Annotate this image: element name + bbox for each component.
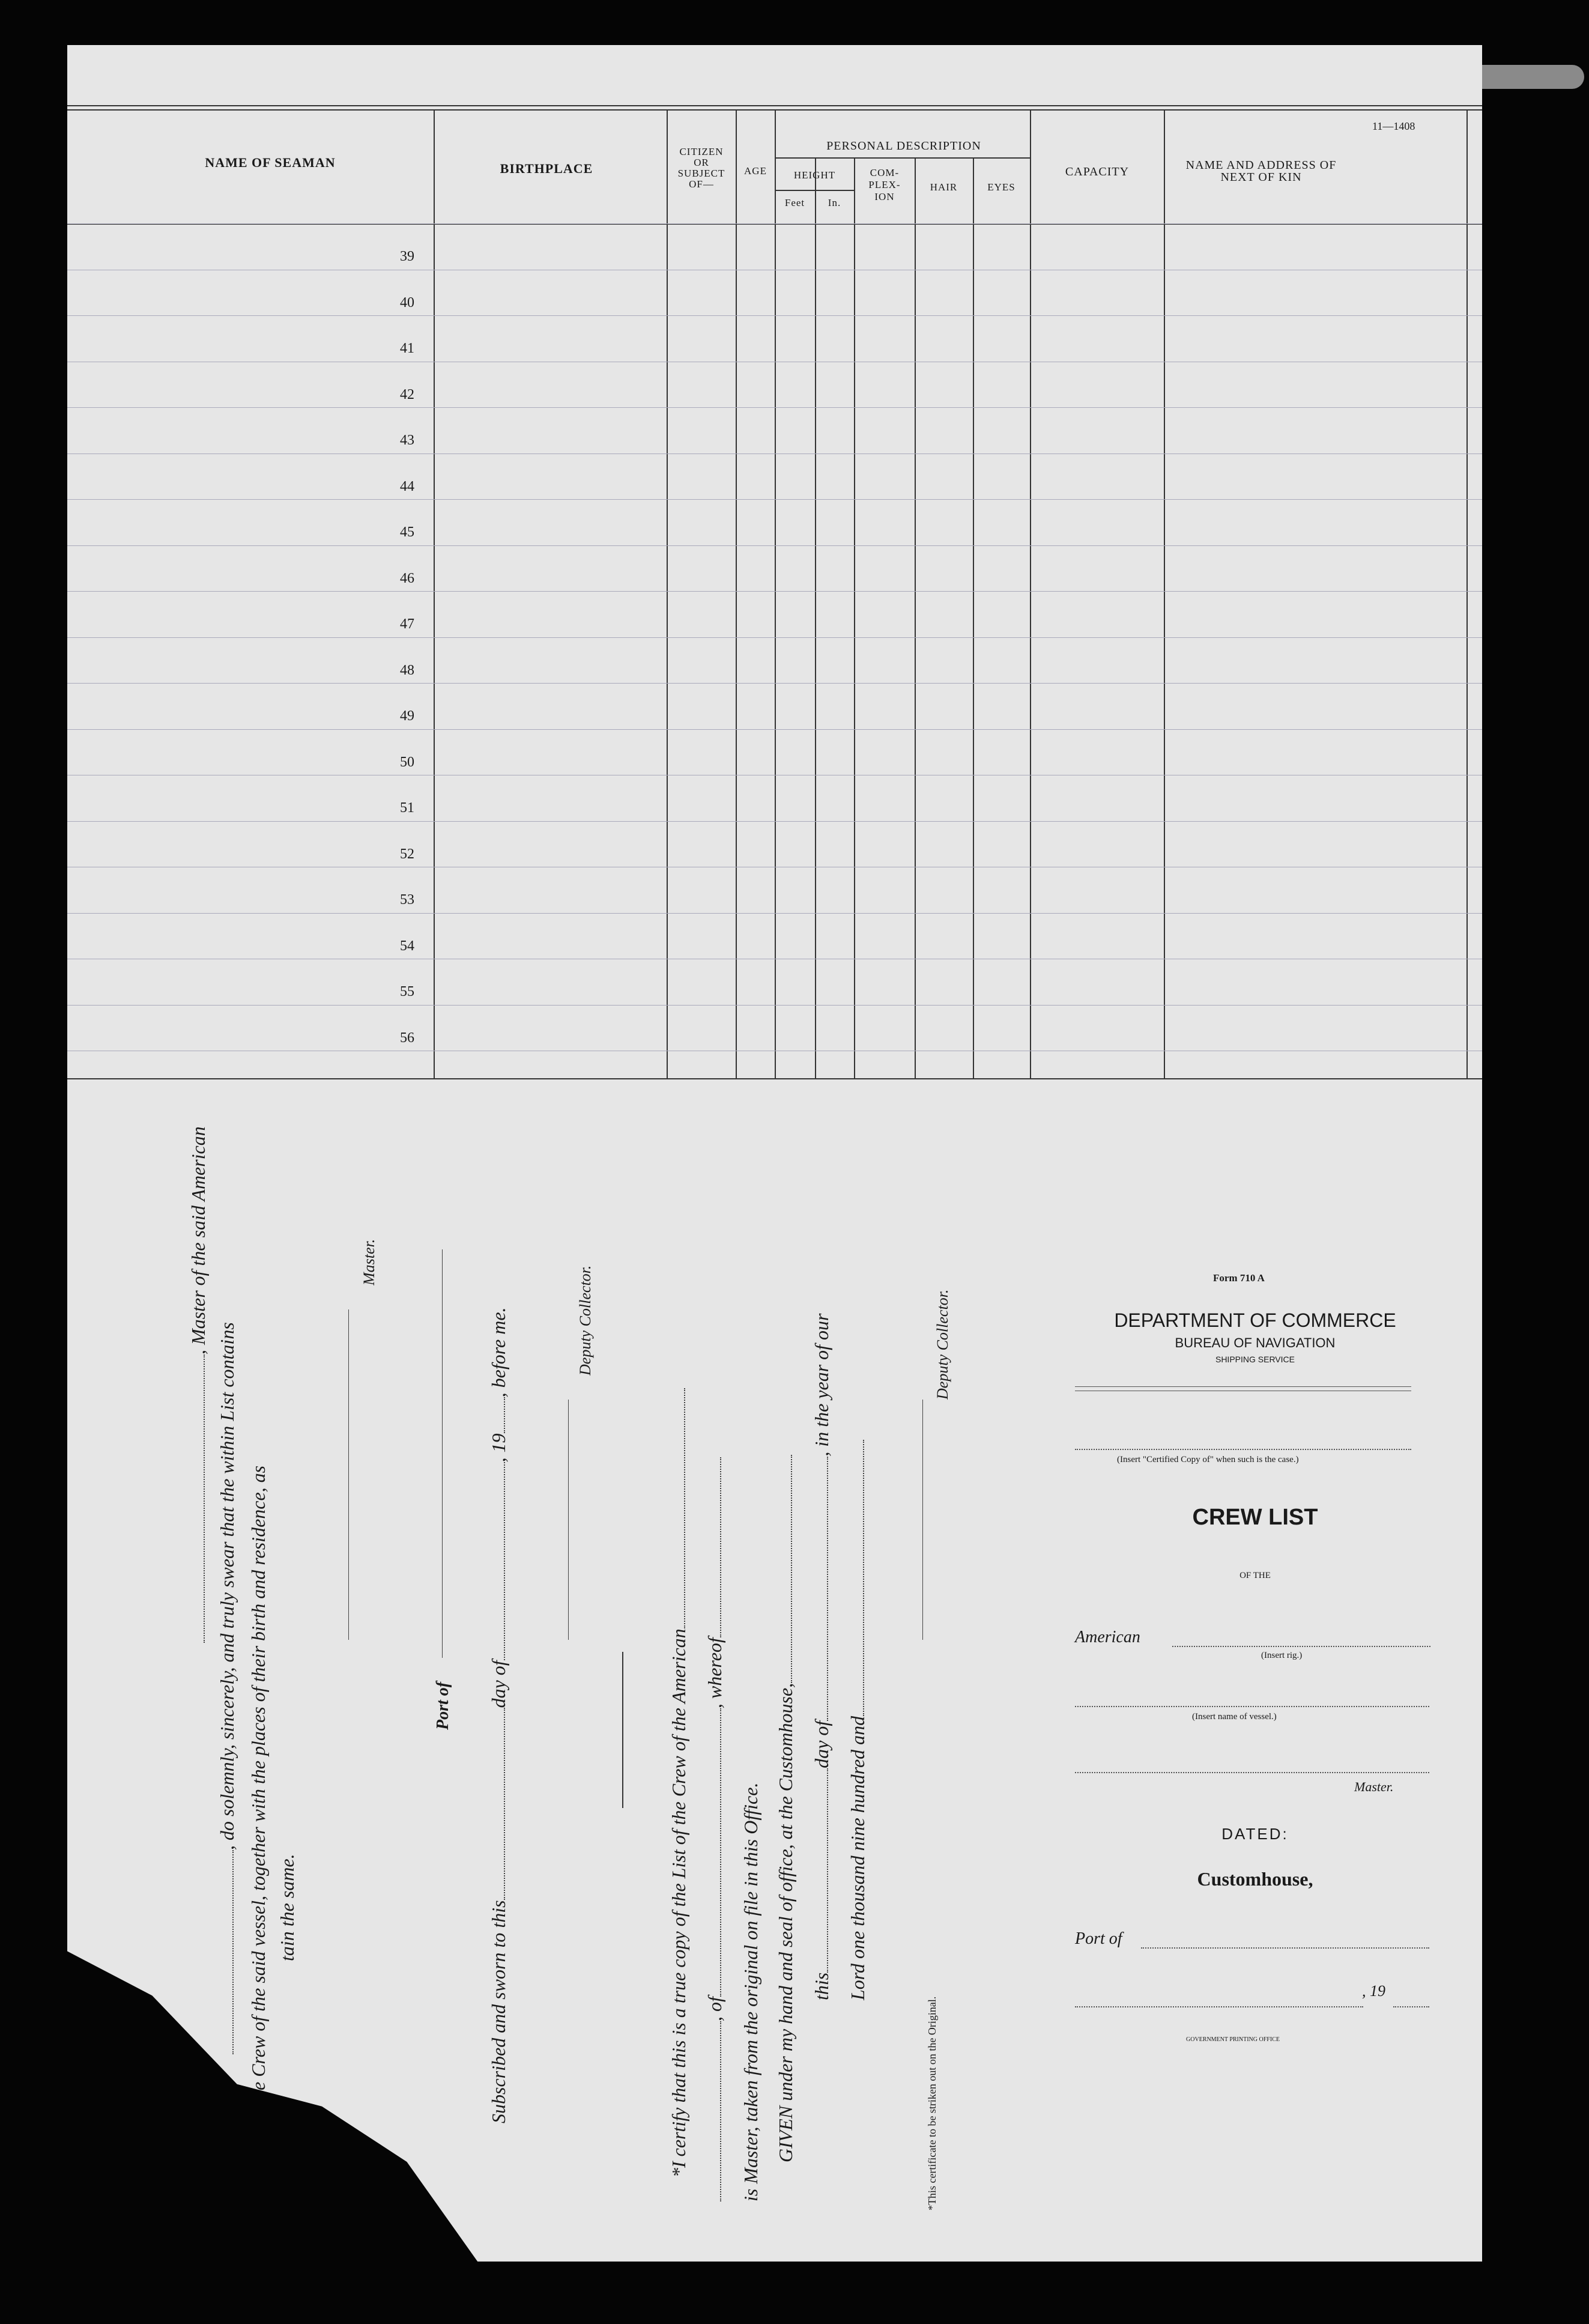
cover-insert-cert: (Insert "Certified Copy of" when such is the case.) [1117, 1455, 1299, 1464]
cover-master-line [1075, 1772, 1429, 1773]
sub-c: , 19 [488, 1433, 509, 1463]
row-number: 48 [400, 662, 414, 678]
row-rule [67, 683, 1482, 684]
cover-customhouse: Customhouse, [1197, 1868, 1313, 1890]
header-personal-description: PERSONAL DESCRIPTION [826, 139, 981, 153]
row-number: 56 [400, 1030, 414, 1046]
row-number: 53 [400, 892, 414, 908]
row-rule [67, 545, 1482, 546]
row-rule [67, 499, 1482, 500]
row-number: 39 [400, 249, 414, 264]
col-divider-in [854, 157, 855, 1078]
oath-port-line [442, 1249, 443, 1658]
row-rule [67, 729, 1482, 730]
row-rule [67, 315, 1482, 316]
cert-deputy-label: Deputy Collector. [934, 1289, 951, 1400]
cover-insert-vessel: (Insert name of vessel.) [1192, 1712, 1277, 1722]
header-birthplace: BIRTHPLACE [500, 161, 593, 176]
row-number: 50 [400, 754, 414, 770]
col-divider-age [775, 109, 776, 1078]
cover-dated: DATED: [1221, 1825, 1289, 1843]
cert-line-5 [811, 1313, 833, 2000]
oath-line-2 [216, 1322, 238, 2054]
row-rule [67, 223, 1482, 224]
row-number: 46 [400, 570, 414, 586]
cover-date-line [1075, 2006, 1363, 2007]
header-complexion: COM- PLEX- ION [868, 167, 901, 202]
col-divider-name [434, 109, 435, 1078]
cover-title: CREW LIST [1192, 1505, 1318, 1530]
oath-subscribed [488, 1307, 510, 2123]
header-next-of-kin: NAME AND ADDRESS OF NEXT OF KIN [1185, 159, 1337, 184]
cover-vessel-line [1075, 1706, 1429, 1707]
col-divider-complexion [915, 157, 916, 1078]
cert-4a: GIVEN under my hand and seal of office, at the Customhouse, [775, 1682, 796, 2162]
cover-service: SHIPPING SERVICE [1215, 1355, 1295, 1364]
row-number: 55 [400, 984, 414, 1000]
row-number: 54 [400, 938, 414, 954]
col-divider-feet [815, 157, 816, 1078]
cover-nineteen: , 19 [1362, 1982, 1385, 2000]
row-rule [67, 637, 1482, 638]
row-number: 45 [400, 524, 414, 540]
oath-line-1-text: , Master of the said American [187, 1126, 209, 1355]
oath-master-line [348, 1309, 349, 1640]
cert-line-1 [668, 1388, 690, 2177]
cert-2a: , of [704, 1997, 725, 2021]
header-hair: HAIR [930, 181, 958, 193]
cert-deputy-line [922, 1400, 923, 1640]
header-citizen: CITIZEN OR SUBJECT OF— [677, 146, 725, 190]
col-divider-citizen [736, 109, 737, 1078]
cert-footnote: *This certificate to be striken out on the Original. [926, 1996, 938, 2210]
header-name-of-seaman: NAME OF SEAMAN [205, 155, 336, 170]
row-number: 49 [400, 708, 414, 724]
cover-master: Master. [1354, 1779, 1394, 1794]
oath-line-4: tain the same. [276, 1854, 298, 1961]
oath-master-label: Master. [360, 1239, 378, 1285]
header-inches: In. [828, 197, 841, 208]
cert-5a: this [811, 1972, 832, 2000]
sub-b: day of [488, 1660, 509, 1708]
table-bottom-rule [67, 1078, 1482, 1079]
cover-department: DEPARTMENT OF COMMERCE [1114, 1309, 1396, 1331]
cert-5c: , in the year of our [811, 1313, 832, 1457]
cert-line-4 [775, 1455, 797, 2162]
col-divider-eyes [1030, 109, 1031, 1078]
row-number: 41 [400, 341, 414, 356]
row-rule [67, 913, 1482, 914]
oath-line-3: e Crew of the said vessel, together with the places of their birth and residence, as [247, 1465, 269, 2090]
row-number: 42 [400, 386, 414, 402]
row-rule [67, 407, 1482, 408]
cert-2b: , whereof [704, 1637, 725, 1709]
row-rule [67, 1005, 1482, 1006]
oath-deputy-label: Deputy Collector. [577, 1265, 594, 1376]
binding-strip [1482, 65, 1584, 89]
cover-printer: GOVERNMENT PRINTING OFFICE [1186, 2036, 1280, 2043]
cover-cert-copy-line [1075, 1449, 1411, 1450]
row-number: 47 [400, 616, 414, 632]
header-height: HEIGHT [793, 169, 836, 181]
cover-port-line [1141, 1947, 1429, 1949]
cert-5b: day of [811, 1720, 832, 1768]
sub-a: Subscribed and sworn to this [488, 1900, 509, 2123]
row-number: 52 [400, 846, 414, 862]
header-eyes: EYES [987, 181, 1015, 193]
row-number: 40 [400, 294, 414, 311]
sub-d: , before me. [488, 1307, 509, 1398]
form-code: 11—1408 [1372, 120, 1415, 132]
cert-line-3: is Master, taken from the original on file in this Office. [740, 1782, 761, 2201]
oath-port-of: Port of [434, 1681, 452, 1730]
row-rule [67, 591, 1482, 592]
cert-line-2 [704, 1457, 726, 2201]
col-divider-hair [973, 157, 974, 1078]
cover-of-the: OF THE [1239, 1571, 1271, 1580]
header-age: AGE [744, 165, 767, 177]
cover-insert-rig: (Insert rig.) [1261, 1651, 1303, 1660]
row-rule [67, 821, 1482, 822]
col-divider-capacity [1164, 109, 1165, 1078]
cert-1-text: *I certify that this is a true copy of the List of the Crew of the American [668, 1628, 689, 2177]
cover-bureau: BUREAU OF NAVIGATION [1175, 1335, 1336, 1350]
oath-deputy-line [568, 1400, 569, 1640]
header-capacity: CAPACITY [1065, 165, 1130, 178]
cover-american: American [1075, 1628, 1140, 1646]
table-top-rule [67, 105, 1482, 106]
col-divider-kin [1466, 109, 1468, 1078]
oath-line-1 [187, 1126, 210, 1643]
personal-desc-rule [775, 157, 1030, 159]
cert-line-6 [847, 1440, 869, 2000]
cover-form-number: Form 710 A [1213, 1272, 1265, 1284]
height-rule [775, 190, 855, 191]
row-number: 43 [400, 432, 414, 448]
header-feet: Feet [784, 197, 805, 208]
cover-rule-1 [1075, 1386, 1411, 1387]
cover-rig-line [1172, 1646, 1430, 1647]
cover-year-line [1393, 2006, 1429, 2007]
row-number: 44 [400, 478, 414, 494]
col-divider-birthplace [667, 109, 668, 1078]
section-divider [622, 1652, 623, 1808]
cert-6: Lord one thousand nine hundred and [847, 1716, 868, 2000]
oath-line-2-text: , do solemnly, sincerely, and truly swear that the within List contains [216, 1322, 238, 1850]
row-number: 51 [400, 800, 414, 816]
cover-port-of: Port of [1075, 1929, 1122, 1948]
